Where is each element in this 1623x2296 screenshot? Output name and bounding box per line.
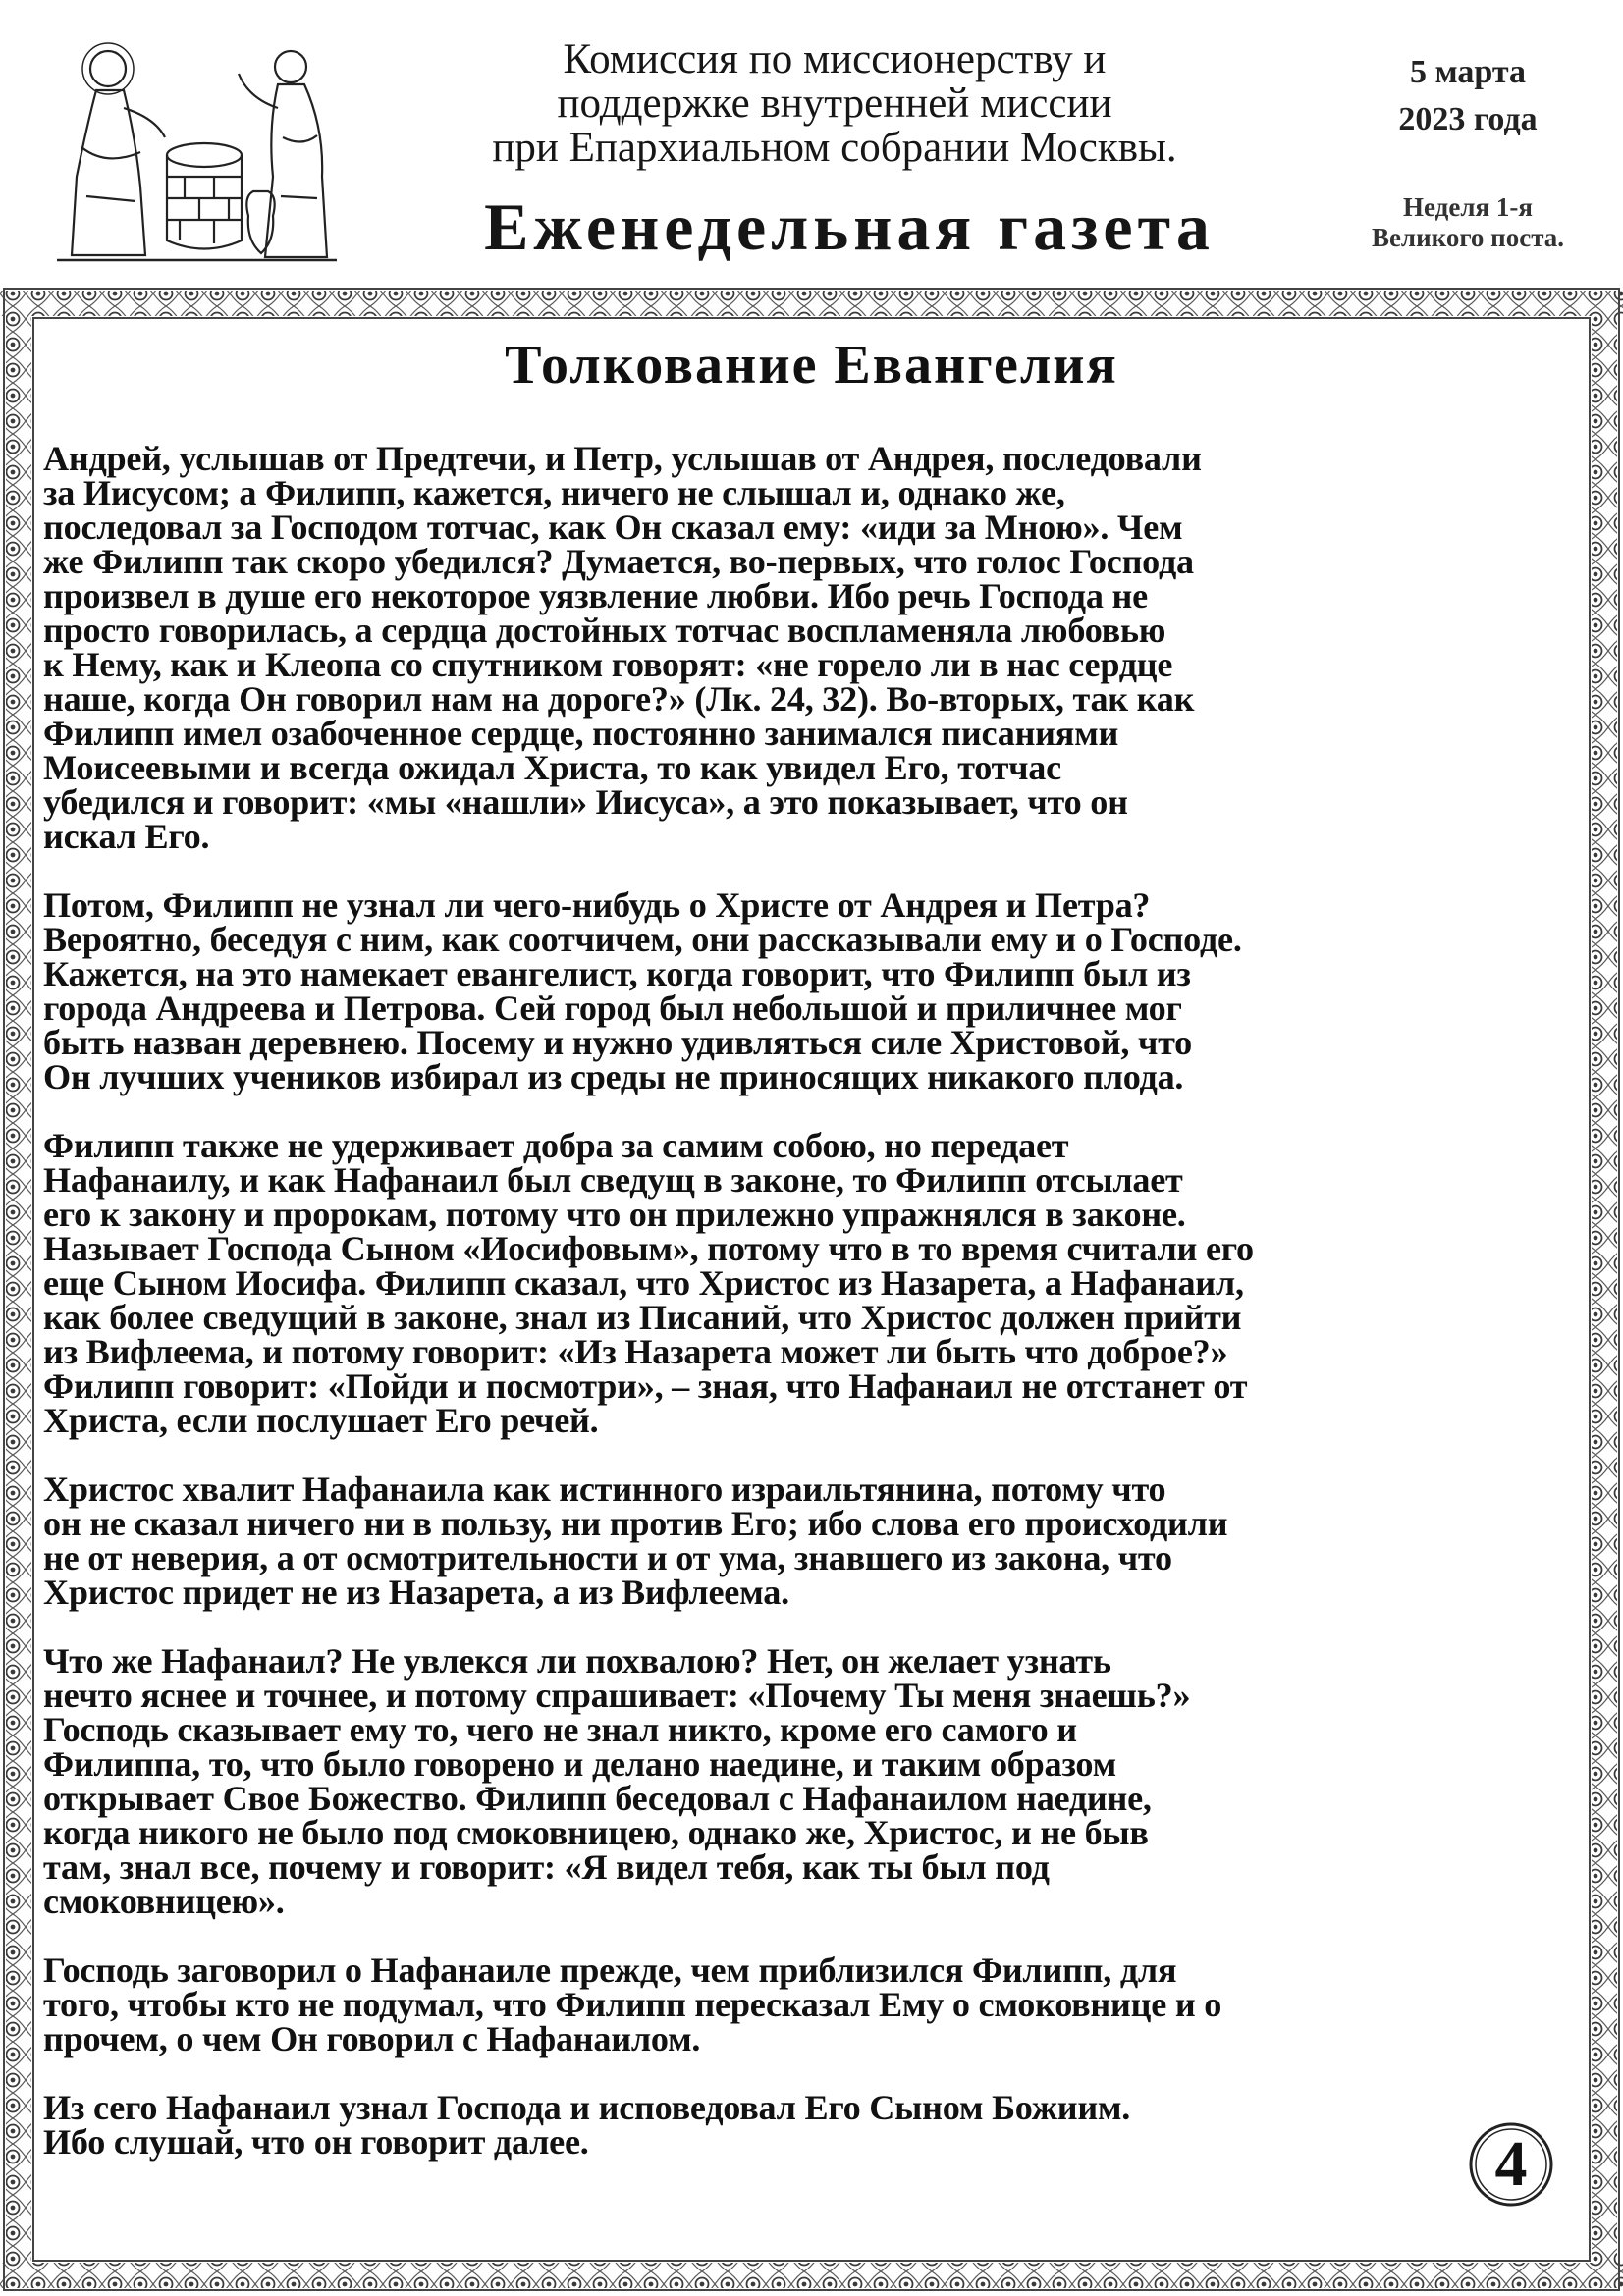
liturgical-week-line: Неделя 1-я: [1403, 192, 1533, 222]
text-line: его к закону и пророкам, потому что он прилежно упражнялся в законе.: [43, 1195, 1186, 1234]
text-line: произвел в душе его некоторое уязвление любви. Ибо речь Господа не: [43, 576, 1148, 615]
text-line: Господь сказывает ему то, чего не знал никто, кроме его самого и: [43, 1710, 1077, 1749]
text-line: Филиппа, то, что было говорено и делано наедине, и таким образом: [43, 1744, 1116, 1784]
text-line: Вероятно, беседуя с ним, как соотчичем, они рассказывали ему и о Господе.: [43, 920, 1242, 959]
text-line: смоковницею».: [43, 1882, 285, 1921]
page-number: 4: [1494, 2128, 1528, 2200]
text-line: Нафанаилу, и как Нафанаил был сведущ в законе, то Филипп отсылает: [43, 1160, 1183, 1200]
commission-line: поддержке внутренней миссии: [557, 80, 1112, 127]
text-line: Ибо слушай, что он говорит далее.: [43, 2122, 589, 2162]
text-line: не от неверия, а от осмотрительности и от ума, знавшего из закона, что: [43, 1538, 1172, 1577]
article-title: Толкование Евангелия: [505, 335, 1118, 396]
text-line: Господь заговорил о Нафанаиле прежде, чем приблизился Филипп, для: [43, 1950, 1177, 1990]
text-line: Христос придет не из Назарета, а из Вифлеема.: [43, 1573, 789, 1612]
text-line: Филипп говорит: «Пойди и посмотри», – зная, что Нафанаил не отстанет от: [43, 1366, 1248, 1406]
text-line: Филипп имел озабоченное сердце, постоянно занимался писаниями: [43, 714, 1119, 753]
newspaper-title: Еженедельная газета: [484, 189, 1215, 264]
page-number-badge: [1467, 2120, 1555, 2209]
text-line: того, чтобы кто не подумал, что Филипп пересказал Ему о смоковнице и о: [43, 1985, 1222, 2024]
text-line: за Иисусом; а Филипп, кажется, ничего не слышал и, однако же,: [43, 473, 1065, 512]
text-line: там, знал все, почему и говорит: «Я видел тебя, как ты был под: [43, 1847, 1050, 1887]
article-paragraph: [43, 439, 1585, 856]
text-line: города Андреева и Петрова. Сей город был небольшой и приличнее мог: [43, 988, 1182, 1028]
text-line: прочем, о чем Он говорил с Нафанаилом.: [43, 2019, 701, 2058]
text-line: последовал за Господом тотчас, как Он сказал ему: «иди за Мною». Чем: [43, 507, 1183, 547]
text-line: он не сказал ничего ни в пользу, ни против Его; ибо слова его происходили: [43, 1504, 1228, 1543]
text-line: Андрей, услышав от Предтечи, и Петр, услышав от Андрея, последовали: [43, 439, 1202, 478]
article-paragraph: [43, 1126, 1585, 1440]
text-line: Филипп также не удерживает добра за самим собою, но передает: [43, 1126, 1069, 1165]
text-line: искал Его.: [43, 817, 210, 856]
text-line: просто говорилась, а сердца достойных тотчас воспламеняла любовью: [43, 611, 1166, 650]
text-line: же Филипп так скоро убедился? Думается, во-первых, что голос Господа: [43, 542, 1194, 581]
text-line: к Нему, как и Клеопа со спутником говорят: «не горело ли в нас сердце: [43, 645, 1173, 684]
commission-line: при Епархиальном собрании Москвы.: [492, 125, 1177, 171]
issue-date-day: 5 марта: [1409, 54, 1526, 90]
text-line: Называет Господа Сыном «Иосифовым», потому что в то время считали его: [43, 1229, 1254, 1268]
text-line: нечто яснее и точнее, и потому спрашивает: «Почему Ты меня знаешь?»: [43, 1676, 1191, 1715]
text-line: наше, когда Он говорил нам на дороге?» (Лк. 24, 32). Во-вторых, так как: [43, 679, 1195, 719]
article-body: [43, 439, 1585, 2194]
article-paragraph: [43, 2088, 1585, 2162]
article-paragraph: [43, 1469, 1585, 1612]
text-line: из Вифлеема, и потому говорит: «Из Назарета может ли быть что доброе?»: [43, 1332, 1228, 1371]
issue-date-year: 2023 года: [1398, 101, 1538, 137]
text-line: Из сего Нафанаил узнал Господа и исповедовал Его Сыном Божиим.: [43, 2088, 1131, 2127]
text-line: Что же Нафанаил? Не увлекся ли похвалою? Нет, он желает узнать: [43, 1641, 1111, 1681]
text-line: когда никого не было под смоковницею, однако же, Христос, и не быв: [43, 1813, 1149, 1852]
text-line: еще Сыном Иосифа. Филипп сказал, что Христос из Назарета, а Нафанаил,: [43, 1263, 1244, 1303]
text-line: быть назван деревнею. Посему и нужно удивляться силе Христовой, что: [43, 1023, 1192, 1062]
text-line: Он лучших учеников избирал из среды не приносящих никакого плода.: [43, 1057, 1184, 1096]
text-line: как более сведущий в законе, знал из Писаний, что Христос должен прийти: [43, 1298, 1242, 1337]
text-line: убедился и говорит: «мы «нашли» Иисуса», а это показывает, что он: [43, 782, 1128, 822]
text-line: Кажется, на это намекает евангелист, когда говорит, что Филипп был из: [43, 954, 1191, 993]
commission-line: Комиссия по миссионерству и: [563, 36, 1107, 82]
article-paragraph: [43, 885, 1585, 1096]
text-line: Христос хвалит Нафанаила как истинного израильтянина, потому что: [43, 1469, 1166, 1509]
text-line: Моисеевыми и всегда ожидал Христа, то как увидел Его, тотчас: [43, 748, 1061, 787]
text-line: Потом, Филипп не узнал ли чего-нибудь о Христе от Андрея и Петра?: [43, 885, 1151, 925]
text-line: открывает Свое Божество. Филипп беседовал с Нафанаилом наедине,: [43, 1779, 1152, 1818]
liturgical-week-line: Великого поста.: [1371, 223, 1565, 252]
article-paragraph: [43, 1950, 1585, 2058]
text-line: Христа, если послушает Его речей.: [43, 1401, 599, 1440]
article-paragraph: [43, 1641, 1585, 1921]
